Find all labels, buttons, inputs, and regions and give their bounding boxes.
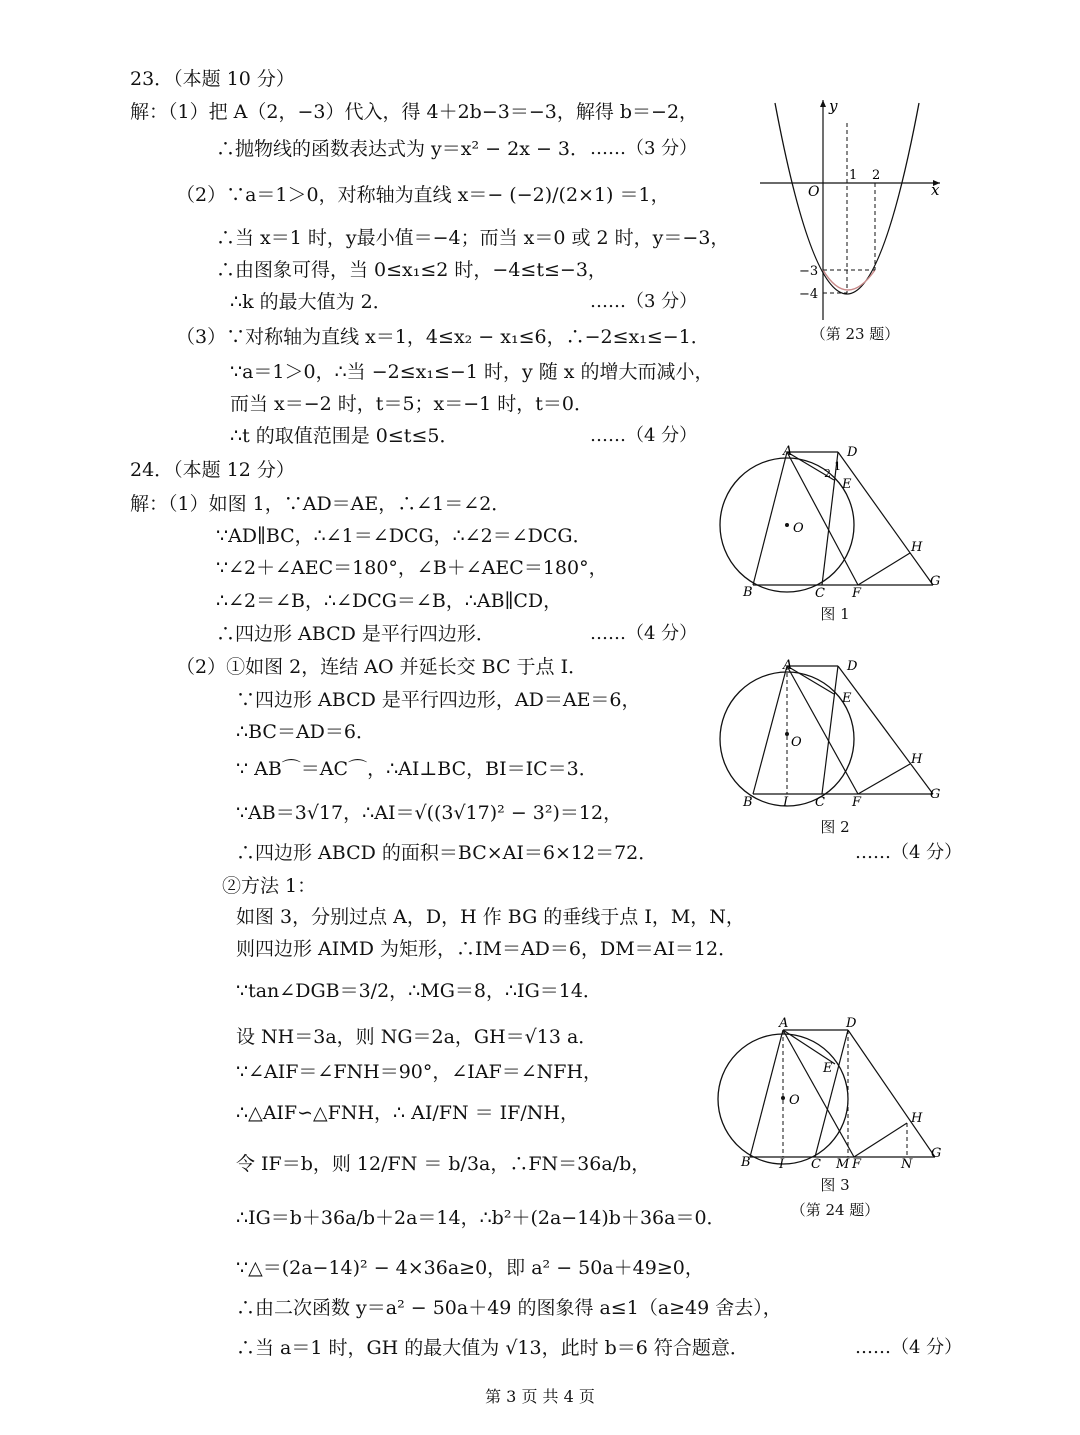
label-x: x [931, 181, 940, 199]
q23-line: ∵a＝1＞0，∴当 −2≤x₁≤−1 时，y 随 x 的增大而减小， [230, 361, 714, 383]
q24-header: 24．（本题 12 分） [130, 459, 295, 481]
figure-caption: （第 23 题） [810, 325, 900, 343]
label-y: y [829, 97, 838, 115]
label-C: C [815, 586, 825, 600]
score: ……（3 分） [590, 138, 698, 159]
figure-caption: 图 1 [820, 605, 850, 623]
label-D: D [847, 659, 858, 674]
page-footer: 第 3 页 共 4 页 [485, 1387, 595, 1406]
q23-line: ∴由图象可得，当 0≤x₁≤2 时，−4≤t≤−3， [216, 259, 607, 281]
q24-line: ∵AB＝3√17，∴AI＝√((3√17)² − 3²)＝12， [236, 802, 623, 824]
q23-line: ∴k 的最大值为 2． [230, 291, 392, 313]
score: ……（4 分） [590, 623, 698, 644]
label-O: O [789, 1093, 800, 1108]
tick-1: 1 [849, 168, 858, 183]
label-O: O [791, 735, 802, 750]
q24-line: ②方法 1： [222, 875, 317, 897]
label-A: A [779, 1016, 789, 1031]
label-F: F [852, 586, 862, 600]
label-C: C [811, 1157, 821, 1172]
q23-line: 而当 x＝−2 时，t＝5；x＝−1 时，t＝0． [230, 393, 594, 415]
q24-line: 设 NH＝3a，则 NG＝2a，GH＝√13 a． [236, 1026, 598, 1048]
label-D: D [846, 1016, 857, 1031]
q24-line: ∵∠2＋∠AEC＝180°，∠B＋∠AEC＝180°， [216, 557, 608, 579]
q24-line: ∴IG＝b＋36a/b＋2a＝14，∴b²＋(2a−14)b＋36a＝0． [236, 1207, 726, 1229]
figure-caption: 图 3 [820, 1176, 850, 1194]
label-F: F [852, 1157, 862, 1172]
q24-line: ∵∠AIF＝∠FNH＝90°，∠IAF＝∠NFH， [236, 1061, 603, 1083]
q24-line: ∵四边形 ABCD 是平行四边形，AD＝AE＝6， [236, 689, 641, 711]
label-D: D [847, 445, 858, 460]
label-origin: O [808, 184, 820, 200]
tick-minus-4: −4 [799, 287, 819, 302]
q24-line: ∵△＝(2a−14)² − 4×36a≥0，即 a² − 50a＋49≥0， [236, 1257, 704, 1279]
figure-caption: （第 24 题） [790, 1201, 880, 1219]
q24-line: ∴当 a＝1 时，GH 的最大值为 √13，此时 b＝6 符合题意． [236, 1337, 749, 1359]
label-A: A [783, 658, 793, 673]
label-E: E [823, 1061, 833, 1076]
q24-line: 解：（1）如图 1，∵AD＝AE，∴∠1＝∠2． [130, 493, 511, 515]
q23-line: ∴当 x＝1 时，y最小值＝−4；而当 x＝0 或 2 时，y＝−3， [216, 227, 730, 249]
label-M: M [836, 1157, 850, 1172]
q23-line: （3）∵对称轴为直线 x＝1，4≤x₂ − x₁≤6，∴−2≤x₁≤−1． [176, 326, 710, 348]
q24-line: ∵ AB⌒＝AC⌒，∴AI⊥BC，BI＝IC＝3． [236, 758, 598, 780]
label-H: H [911, 540, 923, 555]
q23-line: 解：（1）把 A（2，−3）代入，得 4＋2b−3＝−3，解得 b＝−2， [130, 101, 699, 123]
label-B: B [743, 795, 753, 810]
label-G: G [931, 1146, 942, 1161]
angle-2: 2 [824, 467, 831, 480]
q24-line: ∴四边形 ABCD 的面积＝BC×AI＝6×12＝72． [236, 842, 658, 864]
q24-line: ∴四边形 ABCD 是平行四边形． [216, 623, 495, 645]
angle-1: 1 [834, 460, 841, 473]
score: ……（4 分） [855, 842, 963, 863]
q23-line: （2）∵a＝1＞0，对称轴为直线 x＝− (−2)/(2×1) ＝1， [176, 184, 670, 206]
label-A: A [783, 444, 793, 459]
label-I: I [779, 1157, 785, 1172]
q23-line: ∴t 的取值范围是 0≤t≤5． [230, 425, 459, 447]
tick-minus-3: −3 [799, 264, 819, 279]
q23-line: ∴抛物线的函数表达式为 y＝x² − 2x − 3． [216, 138, 589, 160]
score: ……（4 分） [590, 425, 698, 446]
q24-figure-3 [715, 1012, 950, 1177]
q24-figure-1 [715, 440, 950, 600]
q24-line: ∵AD∥BC，∴∠1＝∠DCG，∴∠2＝∠DCG． [216, 525, 592, 547]
q23-header: 23．（本题 10 分） [130, 68, 295, 90]
label-E: E [842, 691, 852, 706]
label-G: G [930, 787, 941, 802]
label-H: H [911, 1111, 923, 1126]
score: ……（3 分） [590, 291, 698, 312]
label-N: N [901, 1157, 913, 1172]
q24-line: ∴由二次函数 y＝a² − 50a＋49 的图象得 a≤1（a≥49 舍去）， [236, 1297, 782, 1319]
score: ……（4 分） [855, 1337, 963, 1358]
q24-line: ∵tan∠DGB＝3/2，∴MG＝8，∴IG＝14． [236, 980, 602, 1002]
q24-line: ∴BC＝AD＝6． [236, 721, 375, 743]
q24-line: 则四边形 AIMD 为矩形，∴IM＝AD＝6，DM＝AI＝12． [236, 938, 738, 960]
q23-parabola-figure [755, 95, 950, 325]
label-B: B [743, 585, 753, 600]
label-G: G [930, 574, 941, 589]
tick-2: 2 [872, 168, 881, 183]
label-C: C [815, 795, 825, 810]
label-O: O [793, 521, 804, 536]
figure-caption: 图 2 [820, 818, 850, 836]
q24-line: （2）①如图 2，连结 AO 并延长交 BC 于点 I． [176, 656, 588, 678]
q24-figure-2 [715, 654, 950, 814]
label-I: I [783, 795, 789, 810]
label-B: B [741, 1155, 751, 1170]
q24-line: ∴△AIF∽△FNH，∴ AI/FN ＝ IF/NH， [236, 1102, 579, 1124]
label-F: F [852, 795, 862, 810]
label-E: E [842, 477, 852, 492]
label-H: H [911, 752, 923, 767]
q24-line: ∴∠2＝∠B，∴∠DCG＝∠B，∴AB∥CD， [216, 590, 563, 612]
q24-line: 如图 3，分别过点 A，D，H 作 BG 的垂线于点 I，M，N， [236, 906, 745, 928]
q24-line: 令 IF＝b，则 12/FN ＝ b/3a，∴FN＝36a/b， [236, 1153, 651, 1175]
